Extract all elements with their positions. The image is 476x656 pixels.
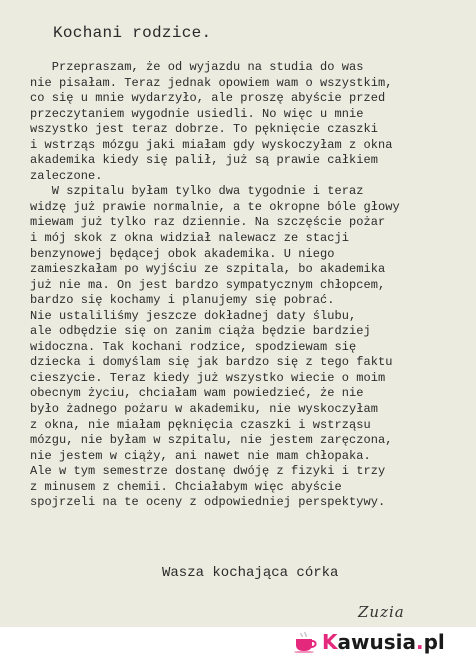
letter-line: mózgu, nie byłam w szpitalu, nie jestem zaręczona, — [30, 433, 393, 448]
letter-line: już nie ma. On jest bardzo sympatycznym chłopcem, — [30, 277, 386, 292]
letter-line: było żadnego pożaru w akademiku, nie wyskoczyłam — [30, 402, 379, 417]
letter-line: miewam już tylko raz dziennie. Na szczęście pożar — [30, 215, 386, 230]
letter-line: Nie ustaliliśmy jeszcze dokładnej daty ślubu, — [30, 308, 357, 323]
letter-signature: Zuzia — [358, 603, 405, 621]
letter-line: przeczytaniem wygodnie usiedli. No więc u mnie — [30, 106, 364, 121]
letter-line: zamieszkałam po wyjściu ze szpitala, bo akademika — [30, 262, 386, 277]
letter-line: zaleczone. — [30, 168, 103, 183]
watermark-name: awusia — [337, 630, 416, 654]
watermark-first-letter: K — [322, 630, 338, 654]
letter-greeting: Kochani rodzice. — [53, 24, 212, 42]
letter-line: bardzo się kochamy i planujemy się pobrać. — [30, 293, 335, 308]
letter-body — [30, 60, 470, 511]
letter-line: dziecka i domyślam się jak bardzo się z tego faktu — [30, 355, 393, 370]
letter-line: benzynowej będącej obok akademika. U niego — [30, 246, 335, 261]
letter-line: akademika kiedy się palił, już są prawie całkiem — [30, 153, 379, 168]
letter-line: widoczna. Tak kochani rodzice, spodziewam się — [30, 339, 357, 354]
letter-line: spojrzeli na te oceny z odpowiedniej perspektywy. — [30, 495, 386, 510]
letter-closing: Wasza kochająca córka — [162, 565, 339, 581]
letter-line: nie pisałam. Teraz jednak opowiem wam o wszystkim, — [30, 75, 393, 90]
letter-line: wszystko jest teraz dobrze. To pęknięcie czaszki — [30, 122, 379, 137]
coffee-cup-icon — [292, 631, 320, 653]
watermark-dot: . — [415, 630, 424, 654]
letter-line: z okna, nie miałam pęknięcia czaszki i wstrząsu — [30, 417, 371, 432]
letter-line: cieszycie. Teraz kiedy już wszystko wiecie o moim — [30, 370, 386, 385]
letter-line: obecnym życiu, chciałam wam powiedzieć, że nie — [30, 386, 364, 401]
letter-line: widzę już prawie normalnie, a te okropne bóle głowy — [30, 199, 400, 214]
letter-line: z minusem z chemii. Chciałabym więc abyście — [30, 479, 342, 494]
letter-line: Ale w tym semestrze dostanę dwóję z fizyki i trzy — [30, 464, 386, 479]
letter-line: ale odbędzie się on zanim ciąża będzie bardziej — [30, 324, 371, 339]
letter-line: Przepraszam, że od wyjazdu na studia do was — [30, 60, 364, 74]
letter-line: co się u mnie wydarzyło, ale proszę abyście przed — [30, 91, 386, 106]
letter-line: i mój skok z okna widział nalewacz ze stacji — [30, 231, 350, 246]
letter-line: W szpitalu byłam tylko dwa tygodnie i teraz — [30, 184, 364, 199]
letter-line: i wstrząs mózgu jaki miałam gdy wyskoczyłam z okna — [30, 137, 393, 152]
site-watermark — [292, 630, 445, 654]
letter-line: nie jestem w ciąży, ani nawet nie mam chłopaka. — [30, 448, 371, 463]
watermark-tld: pl — [423, 630, 445, 654]
